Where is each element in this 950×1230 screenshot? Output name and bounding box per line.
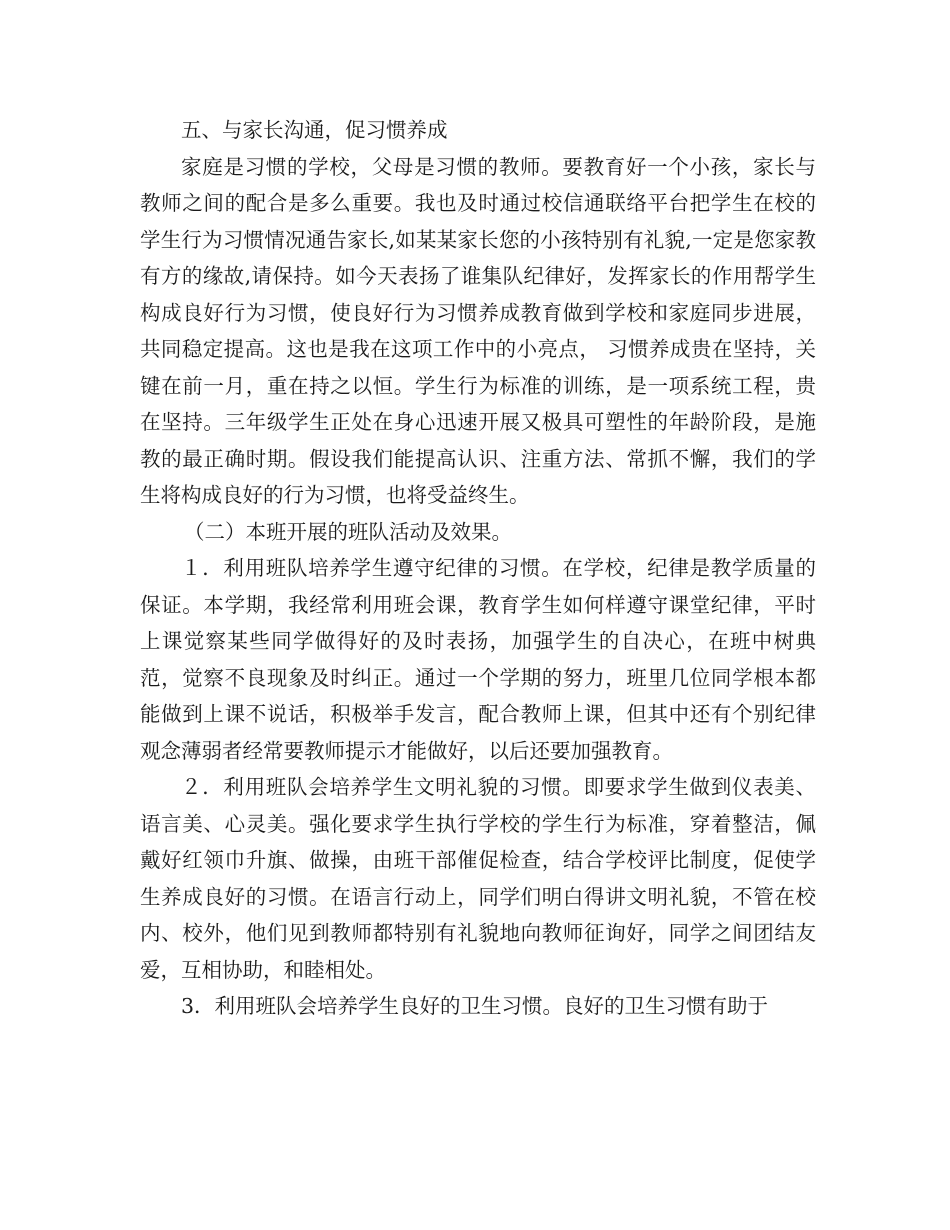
subsection-heading: （二）本班开展的班队活动及效果。 bbox=[184, 519, 512, 544]
paragraph-item-1: １．利用班队培养学生遵守纪律的习惯。在学校，纪律是教学质量的保证。本学期，我经常利用班会课，教育学生如何样遵守课堂纪律，平时上课觉察某些同学做得好的及时表扬，加强学生的自决心，在班中树典范，觉察不良现象及时纠正。通过一个学期的努力，班里几位同学根本都能做到上课不说话，积极举手发言，配合教师上课，但其中还有个别纪律观念薄弱者经常要教师提示才能做好，以后还要加强教育。 bbox=[140, 556, 816, 763]
document-page bbox=[140, 112, 816, 1025]
paragraph-item-2: ２．利用班队会培养学生文明礼貌的习惯。即要求学生做到仪表美、语言美、心灵美。强化要求学生执行学校的学生行为标准，穿着整洁，佩戴好红领巾升旗、做操，由班干部催促检查，结合学校评比制度，促使学生养成良好的习惯。在语言行动上，同学们明白得讲文明礼貌，不管在校内、校外，他们见到教师都特别有礼貌地向教师征询好，同学之间团结友爱，互相协助，和睦相处。 bbox=[140, 775, 816, 982]
paragraph-family-school: 家庭是习惯的学校，父母是习惯的教师。要教育好一个小孩，家长与教师之间的配合是多么重要。我也及时通过校信通联络平台把学生在校的学生行为习惯情况通告家长,如某某家长您的小孩特别有礼貌,一定是您家教有方的缘故,请保持。如今天表扬了谁集队纪律好，发挥家长的作用帮学生构成良好行为习惯，使良好行为习惯养成教育做到学校和家庭同步进展，共同稳定提高。这也是我在这项工作中的小亮点， 习惯养成贵在坚持，关键在前一月，重在持之以恒。学生行为标准的训练，是一项系统工程，贵在坚持。三年级学生正处在身心迅速开展又极具可塑性的年龄阶段，是施教的最正确时期。假设我们能提高认识、注重方法、常抓不懈，我们的学生将构成良好的行为习惯，也将受益终生。 bbox=[140, 154, 816, 507]
section-heading: 五、与家长沟通，促习惯养成 bbox=[181, 118, 448, 142]
paragraph-item-3: 3．利用班队会培养学生良好的卫生习惯。良好的卫生习惯有助于 bbox=[181, 994, 769, 1018]
